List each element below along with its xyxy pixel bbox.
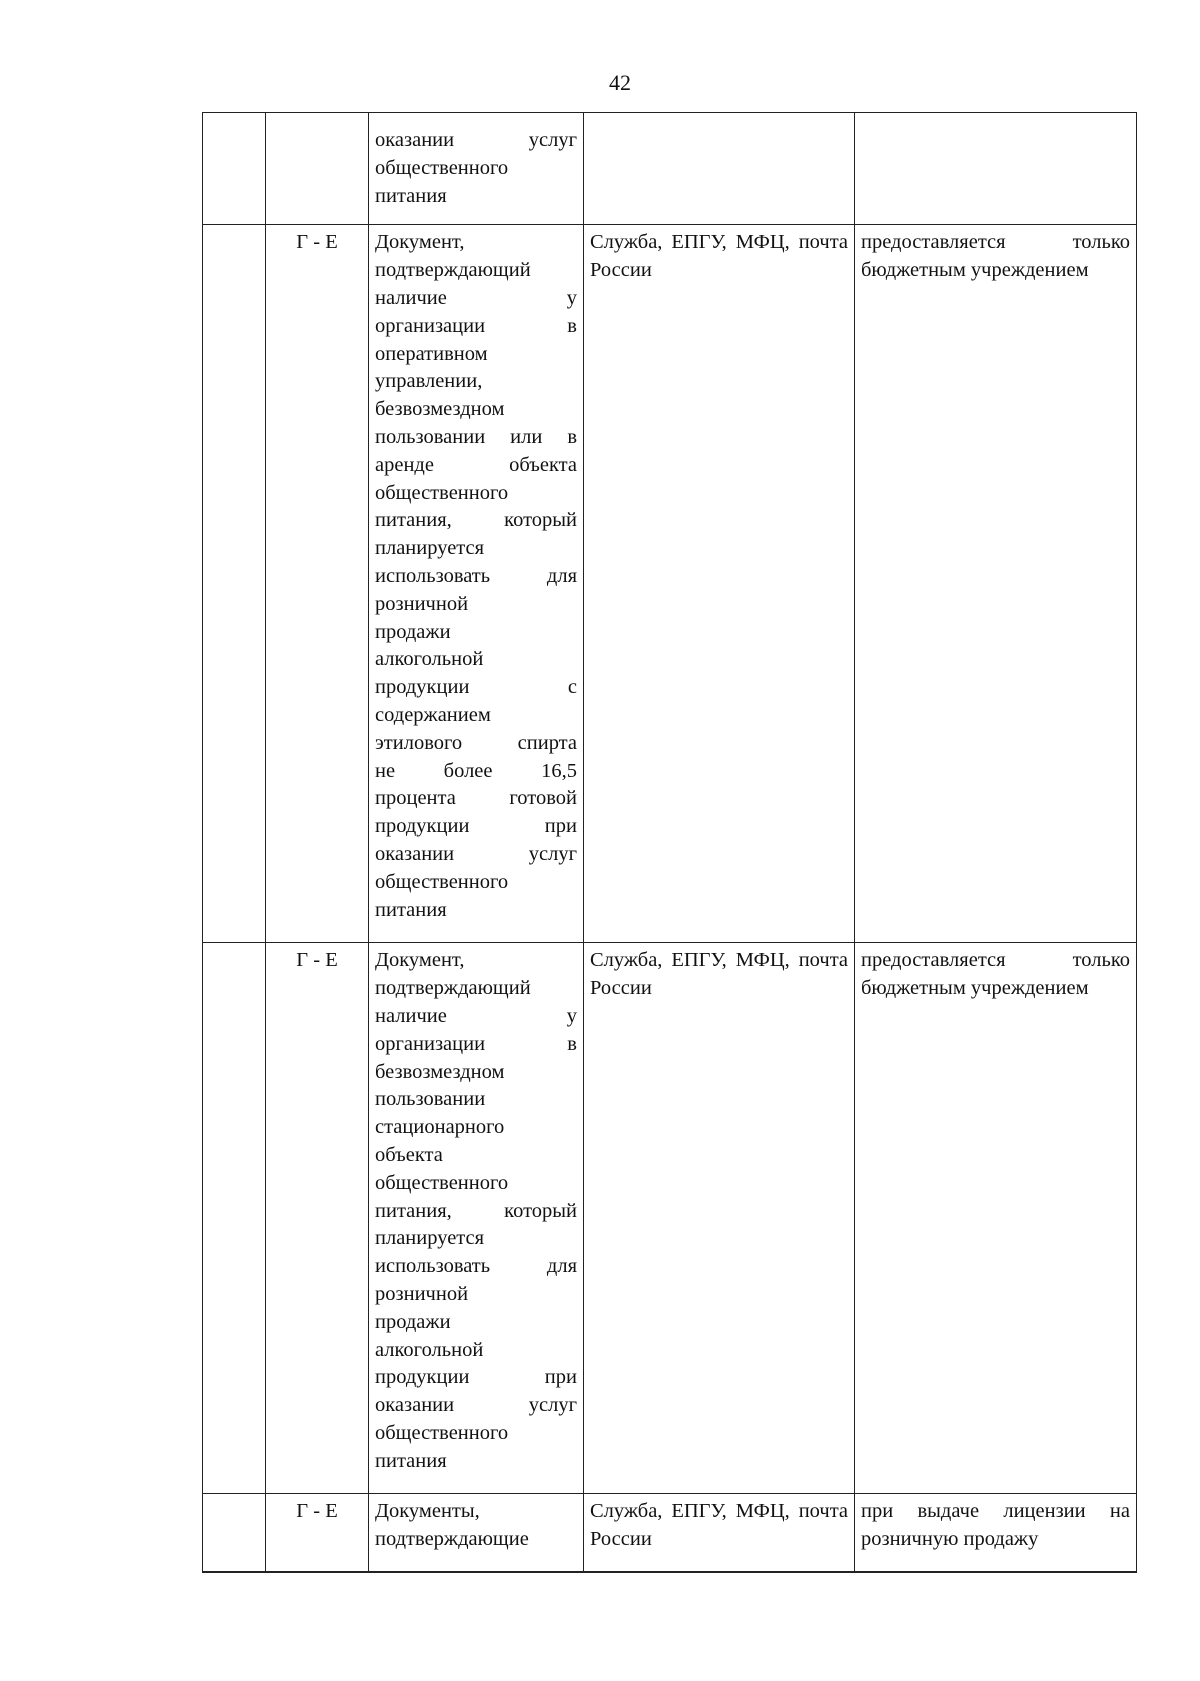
document-line: пользовании <box>375 1088 486 1111</box>
document-line: управлении, <box>375 370 483 393</box>
cell-source: Служба, ЕПГУ, МФЦ, почта России <box>584 943 855 1494</box>
document-line: питания <box>375 184 447 207</box>
cell-empty <box>203 943 266 1494</box>
document-line: розничной <box>375 592 469 615</box>
document-line: оперативном <box>375 342 488 365</box>
cell-document <box>369 113 584 225</box>
document-line: подтверждающий <box>375 259 531 282</box>
document-line: оказании услуг <box>375 129 577 151</box>
document-line: Документ, <box>375 231 465 254</box>
document-line: розничной <box>375 1282 469 1305</box>
table-row <box>203 225 1137 943</box>
document-line: организации в <box>375 1032 577 1055</box>
document-line: продукции с <box>375 676 577 699</box>
document-line: оказании услуг <box>375 1394 577 1417</box>
document-line: оказании услуг <box>375 842 577 865</box>
document-line: процента готовой <box>375 787 577 810</box>
document-line: наличие у <box>375 1004 577 1027</box>
document-line: не более 16,5 <box>375 759 577 782</box>
document-line: общественного <box>375 1421 509 1444</box>
document-line: аренде объекта <box>375 453 577 476</box>
document-line: содержанием <box>375 703 491 726</box>
document-line: Документы, <box>375 1500 480 1523</box>
document-line: Документ, <box>375 949 465 972</box>
cell-code: Г - Е <box>266 1494 369 1572</box>
cell-code: Г - Е <box>266 943 369 1494</box>
document-line: продукции при <box>375 815 577 838</box>
table-body <box>203 113 1137 1572</box>
document-line: безвозмездном <box>375 398 505 421</box>
document-line: алкогольной <box>375 648 484 671</box>
cell-source <box>584 113 855 225</box>
document-line: продажи <box>375 620 451 643</box>
document-line: продукции при <box>375 1366 577 1389</box>
document-line: планируется <box>375 1227 485 1250</box>
cell-document <box>369 943 584 1494</box>
cell-code: Г - Е <box>266 225 369 943</box>
document-line: подтверждающий <box>375 977 531 1000</box>
document-line: общественного <box>375 870 509 893</box>
document-line: продажи <box>375 1310 451 1333</box>
document-line: питания <box>375 1449 447 1472</box>
cell-source: Служба, ЕПГУ, МФЦ, почта России <box>584 1494 855 1572</box>
cell-note: предоставляется только бюджетным учреждением <box>855 943 1137 1494</box>
cell-empty <box>203 1494 266 1572</box>
document-line: подтверждающие <box>375 1528 529 1551</box>
document-line: этилового спирта <box>375 731 577 754</box>
document-line: пользовании или в <box>375 425 577 448</box>
document-line: безвозмездном <box>375 1060 505 1083</box>
cell-empty <box>203 113 266 225</box>
cell-note <box>855 113 1137 225</box>
document-line: наличие у <box>375 286 577 309</box>
document-line: организации в <box>375 314 577 337</box>
cell-note: при выдаче лицензии на розничную продажу <box>855 1494 1137 1572</box>
document-line: планируется <box>375 537 485 560</box>
document-line: стационарного <box>375 1116 505 1139</box>
cell-source: Служба, ЕПГУ, МФЦ, почта России <box>584 225 855 943</box>
document-line: использовать для <box>375 1255 577 1278</box>
document-line: алкогольной <box>375 1338 484 1361</box>
document-line: общественного <box>375 156 509 179</box>
table-row <box>203 113 1137 225</box>
document-line: общественного <box>375 1171 509 1194</box>
document-line: питания <box>375 898 447 921</box>
cell-code <box>266 113 369 225</box>
document-line: общественного <box>375 481 509 504</box>
document-line: питания, который <box>375 1199 577 1222</box>
document-line: питания, который <box>375 509 577 532</box>
cell-empty <box>203 225 266 943</box>
document-line: использовать для <box>375 564 577 587</box>
cell-document <box>369 225 584 943</box>
page-number: 42 <box>609 70 631 95</box>
document-line: объекта <box>375 1143 443 1166</box>
table-row <box>203 943 1137 1494</box>
cell-note: предоставляется только бюджетным учреждением <box>855 225 1137 943</box>
table-row <box>203 1494 1137 1572</box>
requirements-table <box>202 112 1137 1573</box>
cell-document <box>369 1494 584 1572</box>
